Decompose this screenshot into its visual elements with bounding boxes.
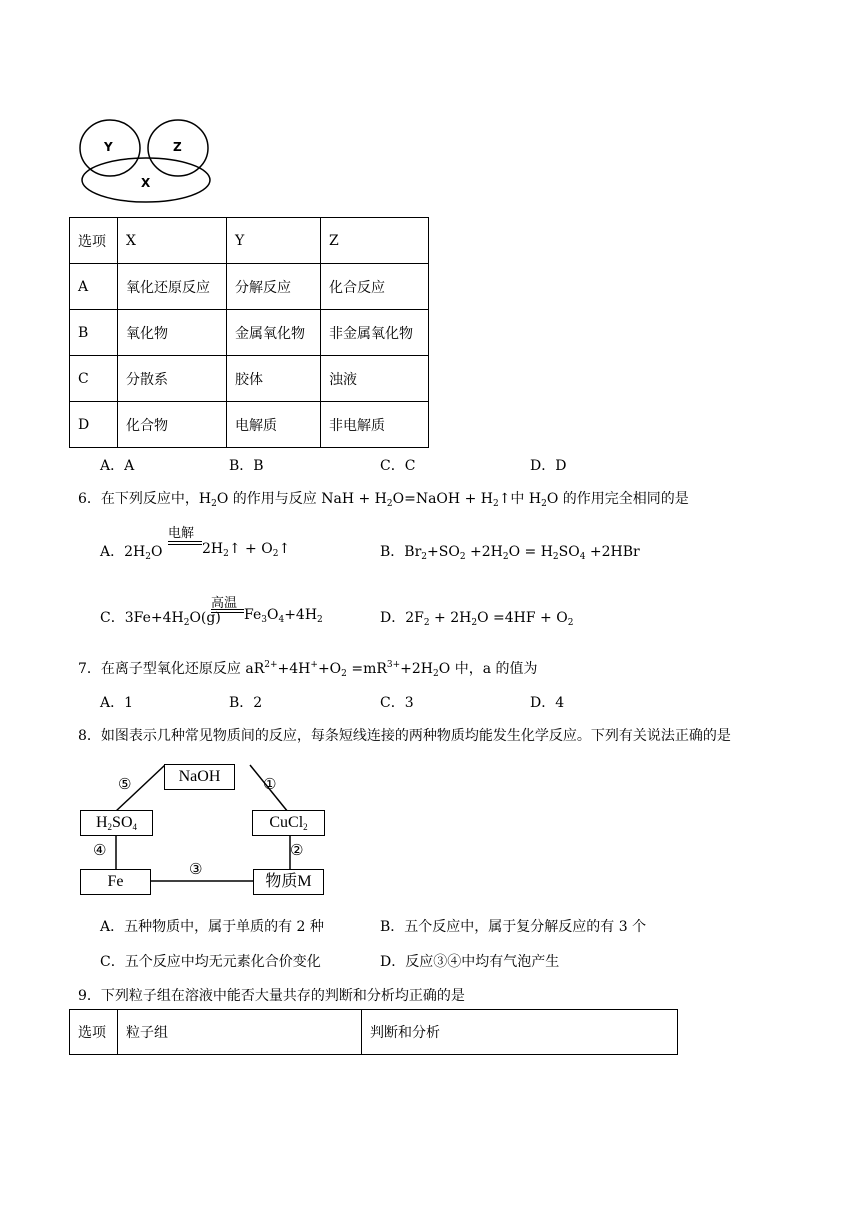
table-cell: 选项 [70,1010,118,1055]
text: ↑ + O [228,541,273,557]
q6-option-c [100,607,221,628]
q8-option-c: C．五个反应中均无元素化合价变化 [100,954,321,970]
subscript: 2 [459,552,466,562]
q7-option-b: B．2 [229,695,263,711]
venn-label-y: Y [104,140,113,154]
table-cell: 选项 [70,218,118,264]
q7-option-a: A．1 [100,695,134,711]
subscript: 2 [502,552,509,562]
text: O 中，a 的值为 [438,661,538,677]
table-row [70,264,429,310]
reaction-number-1: ① [263,775,277,793]
text: +2HBr [585,544,640,560]
q7-stem [78,658,538,679]
subscript: 2 [341,669,347,679]
q5-option-c: C．C [380,458,416,474]
text: 2H [202,541,224,557]
substance-m-box: 物质M [253,869,324,895]
table-cell: 化合物 [118,402,227,448]
text: +O [317,661,342,677]
text: + 2H [429,610,472,626]
q6-option-a-products [202,541,290,559]
table-cell: 电解质 [227,402,321,448]
text: O =4HF + O [477,610,568,626]
text: +4H [277,661,311,677]
table-cell: C [70,356,118,402]
table-header-row [70,218,429,264]
venn-label-z: Z [173,140,182,154]
text: O 的作用完全相同的是 [546,491,689,507]
table-cell: 非电解质 [321,402,429,448]
subscript: 2 [471,618,478,628]
naoh-box: NaOH [164,764,235,790]
text: Fe [244,607,262,623]
table-cell: 氧化物 [118,310,227,356]
table-header-row [70,1010,678,1055]
text: O=NaOH + H [392,491,493,507]
subscript: 2 [272,549,279,559]
subscript: 2 [492,499,499,509]
text: +2H [465,544,503,560]
subscript: 2 [145,552,151,562]
q6-stem [78,488,689,509]
text: H [95,814,108,831]
text: C．3Fe+4H [100,610,184,626]
subscript: 2 [423,618,430,628]
q5-table [69,217,429,448]
text: +SO [427,544,460,560]
table-cell: 胶体 [227,356,321,402]
text: 7．在离子型氧化还原反应 aR [78,661,265,677]
subscript: 2 [183,618,190,628]
text: B．Br [380,544,422,560]
equation-double-line [168,541,202,542]
subscript: 2 [541,499,547,509]
venn-diagram [78,118,218,204]
table-cell: 判断和分析 [362,1010,678,1055]
subscript: 2 [223,549,229,559]
h2so4-box [80,810,153,836]
subscript: 2 [107,822,113,832]
subscript: 4 [132,822,137,832]
table-cell: 浊液 [321,356,429,402]
subscript: 4 [278,615,285,625]
q5-option-a: A．A [100,458,135,474]
table-cell: 粒子组 [118,1010,362,1055]
text: SO [112,814,133,831]
text: 6．在下列反应中，H [78,491,212,507]
text: O [266,607,279,623]
table-row [70,356,429,402]
table-cell: D [70,402,118,448]
q7-option-c: C．3 [380,695,414,711]
q8-stem: 8．如图表示几种常见物质间的反应，每条短线连接的两种物质均能发生化学反应。下列有关说法正确的是 [78,728,731,744]
text: ↑ [278,541,291,557]
table-cell: Z [321,218,429,264]
q6-option-b [380,541,640,562]
subscript: 2 [211,499,217,509]
table-cell: 非金属氧化物 [321,310,429,356]
equation-double-line [211,612,244,613]
q5-option-b: B．B [229,458,264,474]
table-cell: X [118,218,227,264]
subscript: 2 [317,615,323,625]
table-cell: 金属氧化物 [227,310,321,356]
equation-double-line [168,544,202,545]
table-cell: Y [227,218,321,264]
q6-option-c-products [244,607,323,625]
text: A．2H [100,544,146,560]
fe-box: Fe [80,869,151,895]
reaction-number-3: ③ [189,860,203,878]
subscript: 3 [261,615,267,625]
text: O 的作用与反应 NaH + H [216,491,387,507]
text: SO [558,544,580,560]
q8-option-b: B．五个反应中，属于复分解反应的有 3 个 [380,919,647,935]
subscript: 2 [552,552,559,562]
q9-stem: 9．下列粒子组在溶液中能否大量共存的判断和分析均正确的是 [78,988,465,1004]
q8-option-d: D．反应③④中均有气泡产生 [380,954,560,970]
table-cell: 分解反应 [227,264,321,310]
superscript: + [310,660,318,670]
q8-option-a: A．五种物质中，属于单质的有 2 种 [100,919,324,935]
text: =mR [346,661,387,677]
subscript: 4 [579,552,586,562]
subscript: 2 [386,499,393,509]
subscript: 2 [303,822,308,832]
q6-option-a [100,541,162,562]
text: O(g) [189,610,221,626]
reaction-number-5: ⑤ [118,775,132,793]
table-cell: B [70,310,118,356]
reaction-number-4: ④ [93,841,107,859]
table-cell: 分散系 [118,356,227,402]
table-cell: 化合反应 [321,264,429,310]
text: ↑中 H [498,491,542,507]
equation-double-line [211,609,244,610]
superscript: 3+ [386,660,401,670]
text: CuCl [269,814,304,831]
table-cell: A [70,264,118,310]
reaction-number-2: ② [290,841,304,859]
q5-option-d: D．D [530,458,567,474]
superscript: 2+ [264,660,278,670]
subscript: 2 [433,669,439,679]
q7-option-d: D．4 [530,695,565,711]
cucl2-box [252,810,325,836]
venn-label-x: X [141,176,151,190]
table-row [70,310,429,356]
q9-table [69,1009,678,1055]
q6-option-d [380,607,573,628]
subscript: 2 [567,618,574,628]
text: O = H [508,544,553,560]
table-row [70,402,429,448]
subscript: 2 [421,552,428,562]
text: +2H [400,661,434,677]
table-cell: 氧化还原反应 [118,264,227,310]
q6-option-a-condition: 电解 [168,526,195,541]
text: O [150,544,163,560]
q6-option-c-condition: 高温 [211,596,238,611]
text: +4H [284,607,318,623]
text: D．2F [380,610,424,626]
